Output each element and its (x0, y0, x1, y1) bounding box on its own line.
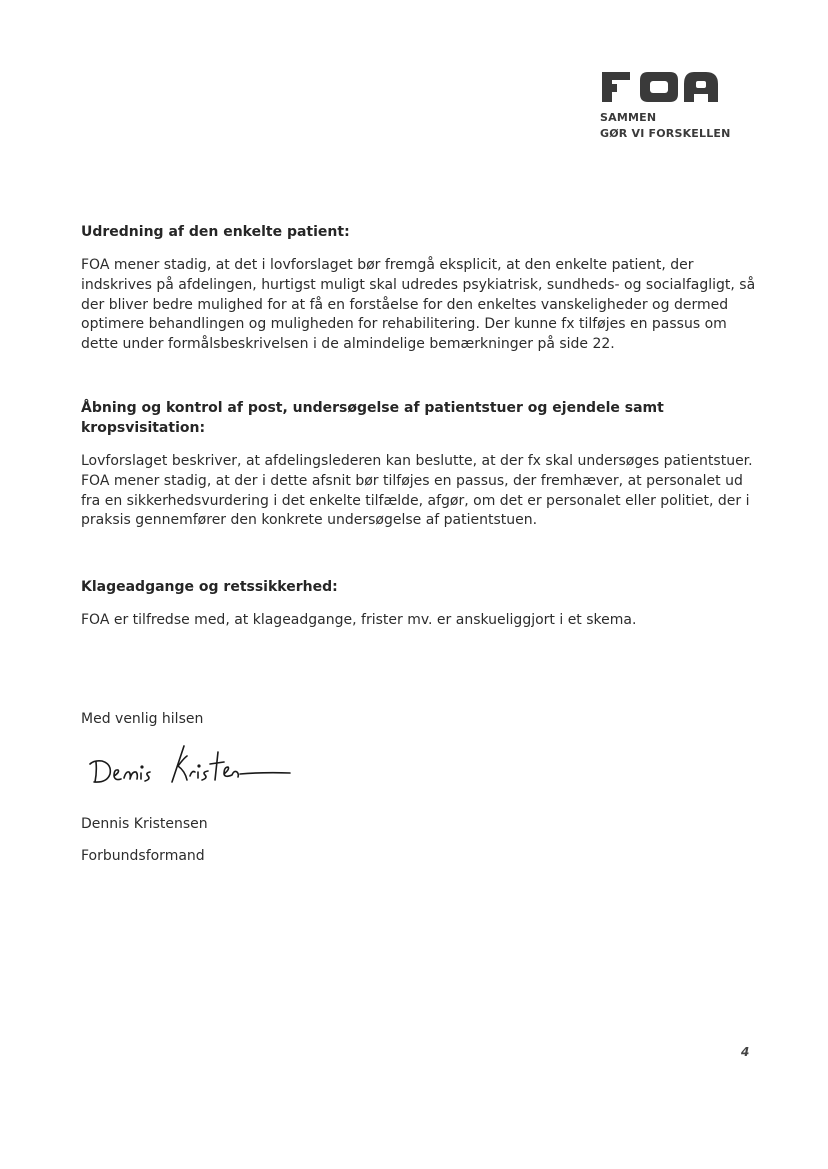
section-paragraph: Lovforslaget beskriver, at afdelingslederen kan beslutte, at der fx skal undersøges patientstuer. FOA mener stadig, at der i dette afsnit bør tilføjes en passus, der fremhæver, at personalet ud fra en sikkerhedsvurdering i det enkelte tilfælde, afgør, om det er personalet eller politiet, der i praksis gennemfører den konkrete undersøgelse af patientstuen. (81, 453, 753, 529)
closing-greeting: Med venlig hilsen (81, 711, 204, 727)
section-paragraph: FOA mener stadig, at det i lovforslaget bør fremgå eksplicit, at den enkelte patient, der indskrives på afdelingen, hurtigst muligt skal udredes psykiatrisk, sundheds- og socialfagligt, så der bliver bedre mulighed for at få en forståelse for den enkeltes vanskeligheder og dermed optimere behandlingen og muligheden for rehabilitering. Der kunne fx tilføjes en passus om dette under formålsbeskrivelsen i de almindelige bemærkninger på side 22. (81, 257, 756, 353)
foa-logo (600, 70, 740, 142)
signer-title: Forbundsformand (81, 848, 205, 864)
section-paragraph: FOA er tilfredse med, at klageadgange, frister mv. er anskueliggjort i et skema. (81, 612, 637, 628)
page-number: 4 (741, 1045, 750, 1059)
section-udredning (81, 222, 761, 355)
section-heading: Udredning af den enkelte patient: (81, 224, 350, 240)
section-klageadgange (81, 577, 761, 631)
logo-tagline-line2: GØR VI FORSKELLEN (600, 127, 731, 140)
logo-tagline-line1: SAMMEN (600, 111, 657, 124)
signer-name: Dennis Kristensen (81, 816, 208, 832)
section-aabning-kontrol (81, 398, 761, 531)
section-heading: Klageadgange og retssikkerhed: (81, 579, 338, 595)
logo-tagline (600, 110, 740, 142)
foa-wordmark-icon (600, 70, 720, 104)
handwritten-signature (84, 742, 304, 792)
section-heading: Åbning og kontrol af post, undersøgelse af patientstuer og ejendele samt kropsvisitation: (81, 400, 664, 436)
